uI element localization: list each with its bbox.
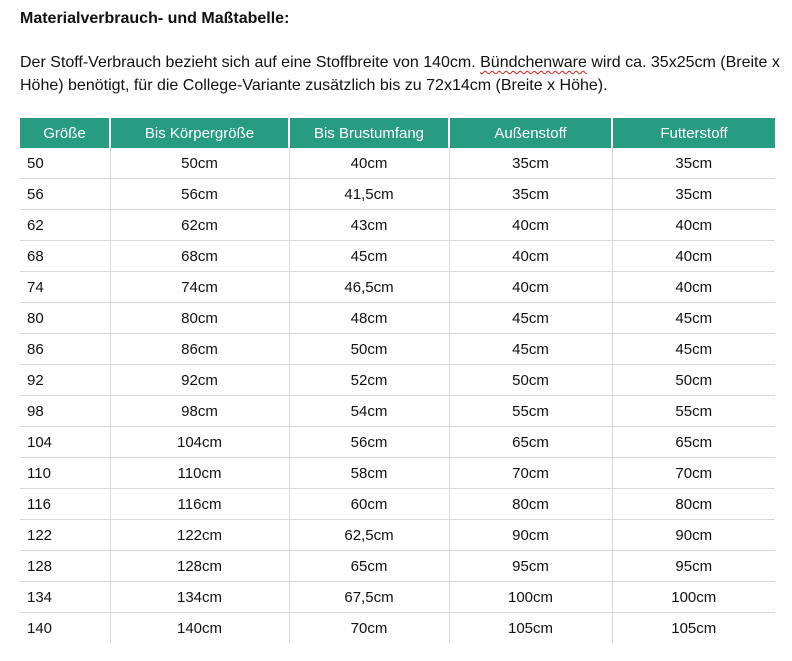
cell-lining-fabric: 90cm xyxy=(612,520,775,551)
cell-chest: 52cm xyxy=(289,365,449,396)
cell-body-height: 104cm xyxy=(110,427,289,458)
cell-chest: 43cm xyxy=(289,210,449,241)
cell-size: 104 xyxy=(20,427,110,458)
cell-body-height: 80cm xyxy=(110,303,289,334)
cell-body-height: 50cm xyxy=(110,148,289,179)
cell-chest: 40cm xyxy=(289,148,449,179)
cell-outer-fabric: 40cm xyxy=(449,272,612,303)
cell-lining-fabric: 70cm xyxy=(612,458,775,489)
cell-size: 110 xyxy=(20,458,110,489)
column-header-chest: Bis Brustumfang xyxy=(289,118,449,148)
table-row xyxy=(20,582,775,613)
cell-chest: 48cm xyxy=(289,303,449,334)
cell-size: 92 xyxy=(20,365,110,396)
cell-body-height: 56cm xyxy=(110,179,289,210)
cell-body-height: 110cm xyxy=(110,458,289,489)
cell-outer-fabric: 40cm xyxy=(449,241,612,272)
cell-body-height: 122cm xyxy=(110,520,289,551)
table-row xyxy=(20,148,775,179)
cell-lining-fabric: 50cm xyxy=(612,365,775,396)
cell-chest: 67,5cm xyxy=(289,582,449,613)
cell-lining-fabric: 105cm xyxy=(612,613,775,644)
cell-body-height: 86cm xyxy=(110,334,289,365)
cell-size: 74 xyxy=(20,272,110,303)
table-row xyxy=(20,520,775,551)
cell-outer-fabric: 50cm xyxy=(449,365,612,396)
page-title: Materialverbrauch- und Maßtabelle: xyxy=(20,10,290,27)
cell-lining-fabric: 45cm xyxy=(612,303,775,334)
cell-lining-fabric: 65cm xyxy=(612,427,775,458)
cell-chest: 41,5cm xyxy=(289,179,449,210)
cell-chest: 56cm xyxy=(289,427,449,458)
table-row xyxy=(20,458,775,489)
cell-lining-fabric: 35cm xyxy=(612,148,775,179)
cell-chest: 46,5cm xyxy=(289,272,449,303)
cell-size: 128 xyxy=(20,551,110,582)
cell-outer-fabric: 65cm xyxy=(449,427,612,458)
cell-body-height: 92cm xyxy=(110,365,289,396)
cell-size: 134 xyxy=(20,582,110,613)
cell-body-height: 68cm xyxy=(110,241,289,272)
cell-body-height: 98cm xyxy=(110,396,289,427)
cell-outer-fabric: 35cm xyxy=(449,148,612,179)
table-header-row xyxy=(20,118,775,148)
table-row xyxy=(20,365,775,396)
cell-body-height: 140cm xyxy=(110,613,289,644)
cell-outer-fabric: 90cm xyxy=(449,520,612,551)
cell-lining-fabric: 55cm xyxy=(612,396,775,427)
table-row xyxy=(20,489,775,520)
cell-outer-fabric: 55cm xyxy=(449,396,612,427)
cell-chest: 45cm xyxy=(289,241,449,272)
cell-chest: 50cm xyxy=(289,334,449,365)
spellcheck-flagged-word: Bündchenware xyxy=(480,54,587,71)
table-row xyxy=(20,179,775,210)
description-paragraph xyxy=(20,51,790,97)
cell-size: 68 xyxy=(20,241,110,272)
cell-outer-fabric: 45cm xyxy=(449,334,612,365)
cell-chest: 62,5cm xyxy=(289,520,449,551)
description-text-start: Der Stoff-Verbrauch bezieht sich auf eine Stoffbreite von 140cm. xyxy=(20,54,481,71)
column-header-body-height: Bis Körpergröße xyxy=(110,118,289,148)
cell-size: 50 xyxy=(20,148,110,179)
cell-lining-fabric: 100cm xyxy=(612,582,775,613)
cell-size: 62 xyxy=(20,210,110,241)
cell-outer-fabric: 105cm xyxy=(449,613,612,644)
cell-outer-fabric: 100cm xyxy=(449,582,612,613)
cell-lining-fabric: 80cm xyxy=(612,489,775,520)
cell-chest: 54cm xyxy=(289,396,449,427)
cell-lining-fabric: 40cm xyxy=(612,241,775,272)
column-header-outer-fabric: Außenstoff xyxy=(449,118,612,148)
cell-size: 80 xyxy=(20,303,110,334)
size-table-body xyxy=(20,148,775,643)
cell-outer-fabric: 95cm xyxy=(449,551,612,582)
cell-size: 56 xyxy=(20,179,110,210)
cell-outer-fabric: 35cm xyxy=(449,179,612,210)
cell-size: 86 xyxy=(20,334,110,365)
cell-outer-fabric: 70cm xyxy=(449,458,612,489)
cell-lining-fabric: 40cm xyxy=(612,272,775,303)
cell-lining-fabric: 40cm xyxy=(612,210,775,241)
cell-outer-fabric: 40cm xyxy=(449,210,612,241)
table-row xyxy=(20,334,775,365)
table-row xyxy=(20,613,775,644)
size-table-header xyxy=(20,118,775,148)
table-row xyxy=(20,272,775,303)
cell-body-height: 134cm xyxy=(110,582,289,613)
cell-lining-fabric: 45cm xyxy=(612,334,775,365)
column-header-lining-fabric: Futterstoff xyxy=(612,118,775,148)
cell-chest: 70cm xyxy=(289,613,449,644)
cell-size: 98 xyxy=(20,396,110,427)
table-row xyxy=(20,210,775,241)
cell-body-height: 62cm xyxy=(110,210,289,241)
cell-lining-fabric: 35cm xyxy=(612,179,775,210)
cell-size: 140 xyxy=(27,619,53,637)
table-row xyxy=(20,396,775,427)
size-table xyxy=(20,118,775,643)
cell-outer-fabric: 45cm xyxy=(449,303,612,334)
cell-size: 122 xyxy=(20,520,110,551)
cell-outer-fabric: 80cm xyxy=(449,489,612,520)
cell-body-height: 128cm xyxy=(110,551,289,582)
table-row xyxy=(20,427,775,458)
cell-chest: 58cm xyxy=(289,458,449,489)
table-row xyxy=(20,241,775,272)
cell-size: 116 xyxy=(20,489,110,520)
description-text-end: wird ca. 35x25cm (Breite x Höhe) benötigt, für die College-Variante zusätzlich bis zu 72x14cm (Breite x Höhe). xyxy=(20,54,780,94)
cell-chest: 65cm xyxy=(289,551,449,582)
cell-chest: 60cm xyxy=(289,489,449,520)
cell-body-height: 74cm xyxy=(110,272,289,303)
column-header-size: Größe xyxy=(20,118,110,148)
table-row xyxy=(20,303,775,334)
cell-lining-fabric: 95cm xyxy=(612,551,775,582)
table-row xyxy=(20,551,775,582)
cell-body-height: 116cm xyxy=(110,489,289,520)
